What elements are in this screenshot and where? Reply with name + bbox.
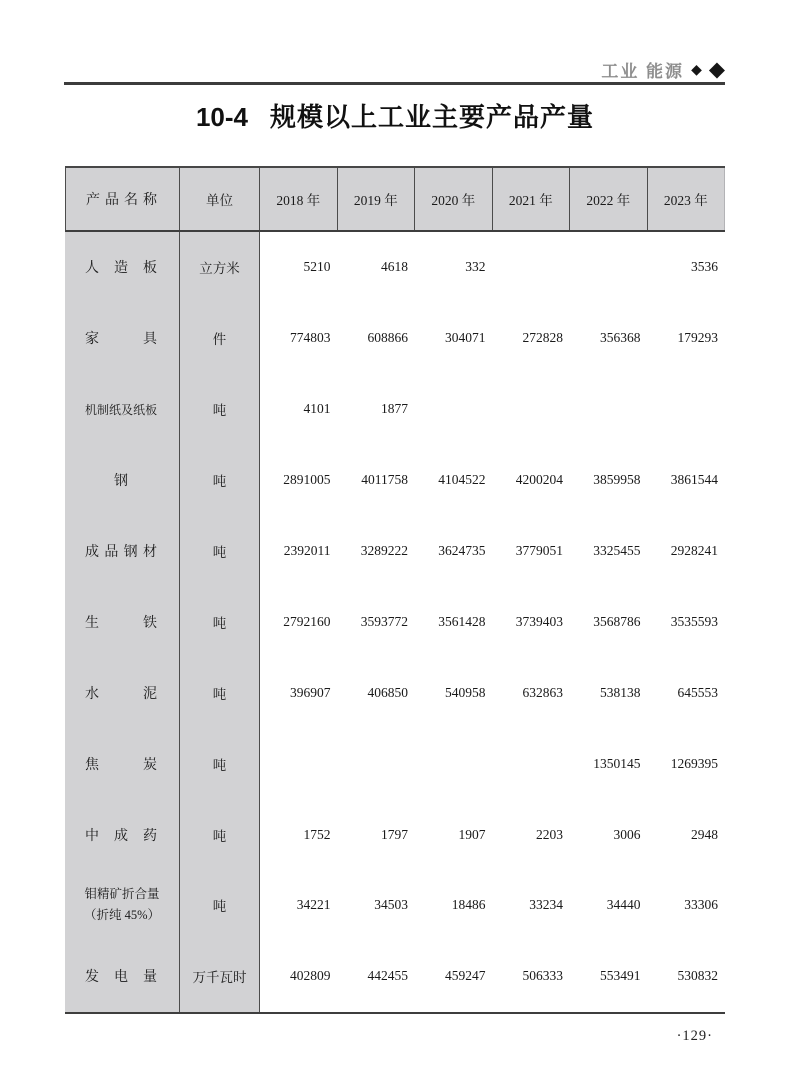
value-cell: 3325455	[570, 516, 648, 587]
product-name-cell: 水 泥	[65, 657, 180, 728]
value-cell: 3739403	[493, 586, 571, 657]
value-cell: 33234	[493, 870, 571, 941]
product-name-cell: 发 电 量	[65, 941, 180, 1012]
product-name-cell: 中 成 药	[65, 799, 180, 870]
table-row	[65, 232, 725, 303]
header-product-name: 产 品 名 称	[65, 168, 180, 230]
value-cell: 18486	[415, 870, 493, 941]
header-year-2023: 2023 年	[648, 168, 726, 230]
table-row	[65, 941, 725, 1012]
unit-cell: 吨	[180, 728, 260, 799]
table-row	[65, 374, 725, 445]
table-row	[65, 657, 725, 728]
value-cell: 645553	[648, 657, 726, 728]
unit-cell: 吨	[180, 870, 260, 941]
value-cell: 179293	[648, 303, 726, 374]
value-cell	[570, 232, 648, 303]
page-number: ·129·	[676, 1028, 713, 1044]
value-cell: 3006	[570, 799, 648, 870]
header-year-2021: 2021 年	[493, 168, 571, 230]
value-cell	[493, 374, 571, 445]
table-row	[65, 586, 725, 657]
value-cell: 2928241	[648, 516, 726, 587]
value-cell: 1350145	[570, 728, 648, 799]
table-number: 10-4	[195, 102, 249, 132]
value-cell: 34440	[570, 870, 648, 941]
value-cell: 1907	[415, 799, 493, 870]
value-cell: 4104522	[415, 445, 493, 516]
section-label: 工业 能源	[601, 61, 685, 81]
value-cell: 34503	[338, 870, 416, 941]
value-cell: 540958	[415, 657, 493, 728]
value-cell: 4101	[260, 374, 338, 445]
table-header-row	[65, 166, 725, 232]
header-year-2019: 2019 年	[338, 168, 416, 230]
unit-cell: 吨	[180, 799, 260, 870]
value-cell: 1797	[338, 799, 416, 870]
value-cell: 402809	[260, 941, 338, 1012]
value-cell: 3624735	[415, 516, 493, 587]
table-row	[65, 303, 725, 374]
product-name-cell: 家 具	[65, 303, 180, 374]
value-cell: 2948	[648, 799, 726, 870]
unit-cell: 吨	[180, 445, 260, 516]
product-name-cell: 钢	[65, 445, 180, 516]
value-cell: 774803	[260, 303, 338, 374]
value-cell: 356368	[570, 303, 648, 374]
unit-cell: 吨	[180, 516, 260, 587]
value-cell: 459247	[415, 941, 493, 1012]
value-cell: 530832	[648, 941, 726, 1012]
unit-cell: 万千瓦时	[180, 941, 260, 1012]
table-title-text: 规模以上工业主要产品产量	[270, 102, 595, 132]
product-name-cell: 钼精矿折合量 （折纯 45%）	[65, 870, 180, 941]
value-cell: 3535593	[648, 586, 726, 657]
value-cell: 4011758	[338, 445, 416, 516]
value-cell	[338, 728, 416, 799]
value-cell: 396907	[260, 657, 338, 728]
product-name-cell: 人 造 板	[65, 232, 180, 303]
value-cell: 2392011	[260, 516, 338, 587]
value-cell: 4618	[338, 232, 416, 303]
table-body	[65, 232, 725, 1014]
value-cell: 34221	[260, 870, 338, 941]
value-cell: 3536	[648, 232, 726, 303]
value-cell	[260, 728, 338, 799]
product-name-cell: 机 制 纸 及 纸 板	[65, 374, 180, 445]
unit-cell: 件	[180, 303, 260, 374]
value-cell: 1752	[260, 799, 338, 870]
value-cell: 3779051	[493, 516, 571, 587]
value-cell: 304071	[415, 303, 493, 374]
page-title	[65, 97, 725, 134]
value-cell	[570, 374, 648, 445]
value-cell: 272828	[493, 303, 571, 374]
unit-cell: 吨	[180, 657, 260, 728]
value-cell	[415, 728, 493, 799]
value-cell: 2203	[493, 799, 571, 870]
unit-cell: 立方米	[180, 232, 260, 303]
header-year-2018: 2018 年	[260, 168, 338, 230]
value-cell: 632863	[493, 657, 571, 728]
product-name-cell: 焦 炭	[65, 728, 180, 799]
value-cell: 3561428	[415, 586, 493, 657]
diamond-small-icon: ◆	[691, 61, 702, 77]
value-cell: 3593772	[338, 586, 416, 657]
value-cell: 5210	[260, 232, 338, 303]
value-cell: 33306	[648, 870, 726, 941]
diamond-large-icon: ◆	[708, 57, 725, 81]
value-cell: 1877	[338, 374, 416, 445]
product-name-cell: 生 铁	[65, 586, 180, 657]
table-row	[65, 728, 725, 799]
value-cell: 3861544	[648, 445, 726, 516]
value-cell	[415, 374, 493, 445]
value-cell: 1269395	[648, 728, 726, 799]
header-year-2022: 2022 年	[570, 168, 648, 230]
value-cell: 442455	[338, 941, 416, 1012]
table-row	[65, 516, 725, 587]
running-head-rule	[64, 82, 725, 85]
value-cell: 3568786	[570, 586, 648, 657]
value-cell: 3289222	[338, 516, 416, 587]
value-cell: 608866	[338, 303, 416, 374]
header-unit: 单位	[180, 168, 260, 230]
products-table	[65, 166, 725, 1014]
unit-cell: 吨	[180, 586, 260, 657]
running-head	[65, 56, 725, 82]
value-cell: 553491	[570, 941, 648, 1012]
value-cell: 2792160	[260, 586, 338, 657]
unit-cell: 吨	[180, 374, 260, 445]
value-cell: 506333	[493, 941, 571, 1012]
table-row	[65, 799, 725, 870]
value-cell	[493, 728, 571, 799]
value-cell	[493, 232, 571, 303]
header-year-2020: 2020 年	[415, 168, 493, 230]
table-row	[65, 870, 725, 941]
value-cell: 406850	[338, 657, 416, 728]
value-cell: 4200204	[493, 445, 571, 516]
product-name-cell: 成 品 钢 材	[65, 516, 180, 587]
value-cell: 538138	[570, 657, 648, 728]
value-cell: 332	[415, 232, 493, 303]
table-row	[65, 445, 725, 516]
value-cell: 3859958	[570, 445, 648, 516]
value-cell	[648, 374, 726, 445]
value-cell: 2891005	[260, 445, 338, 516]
